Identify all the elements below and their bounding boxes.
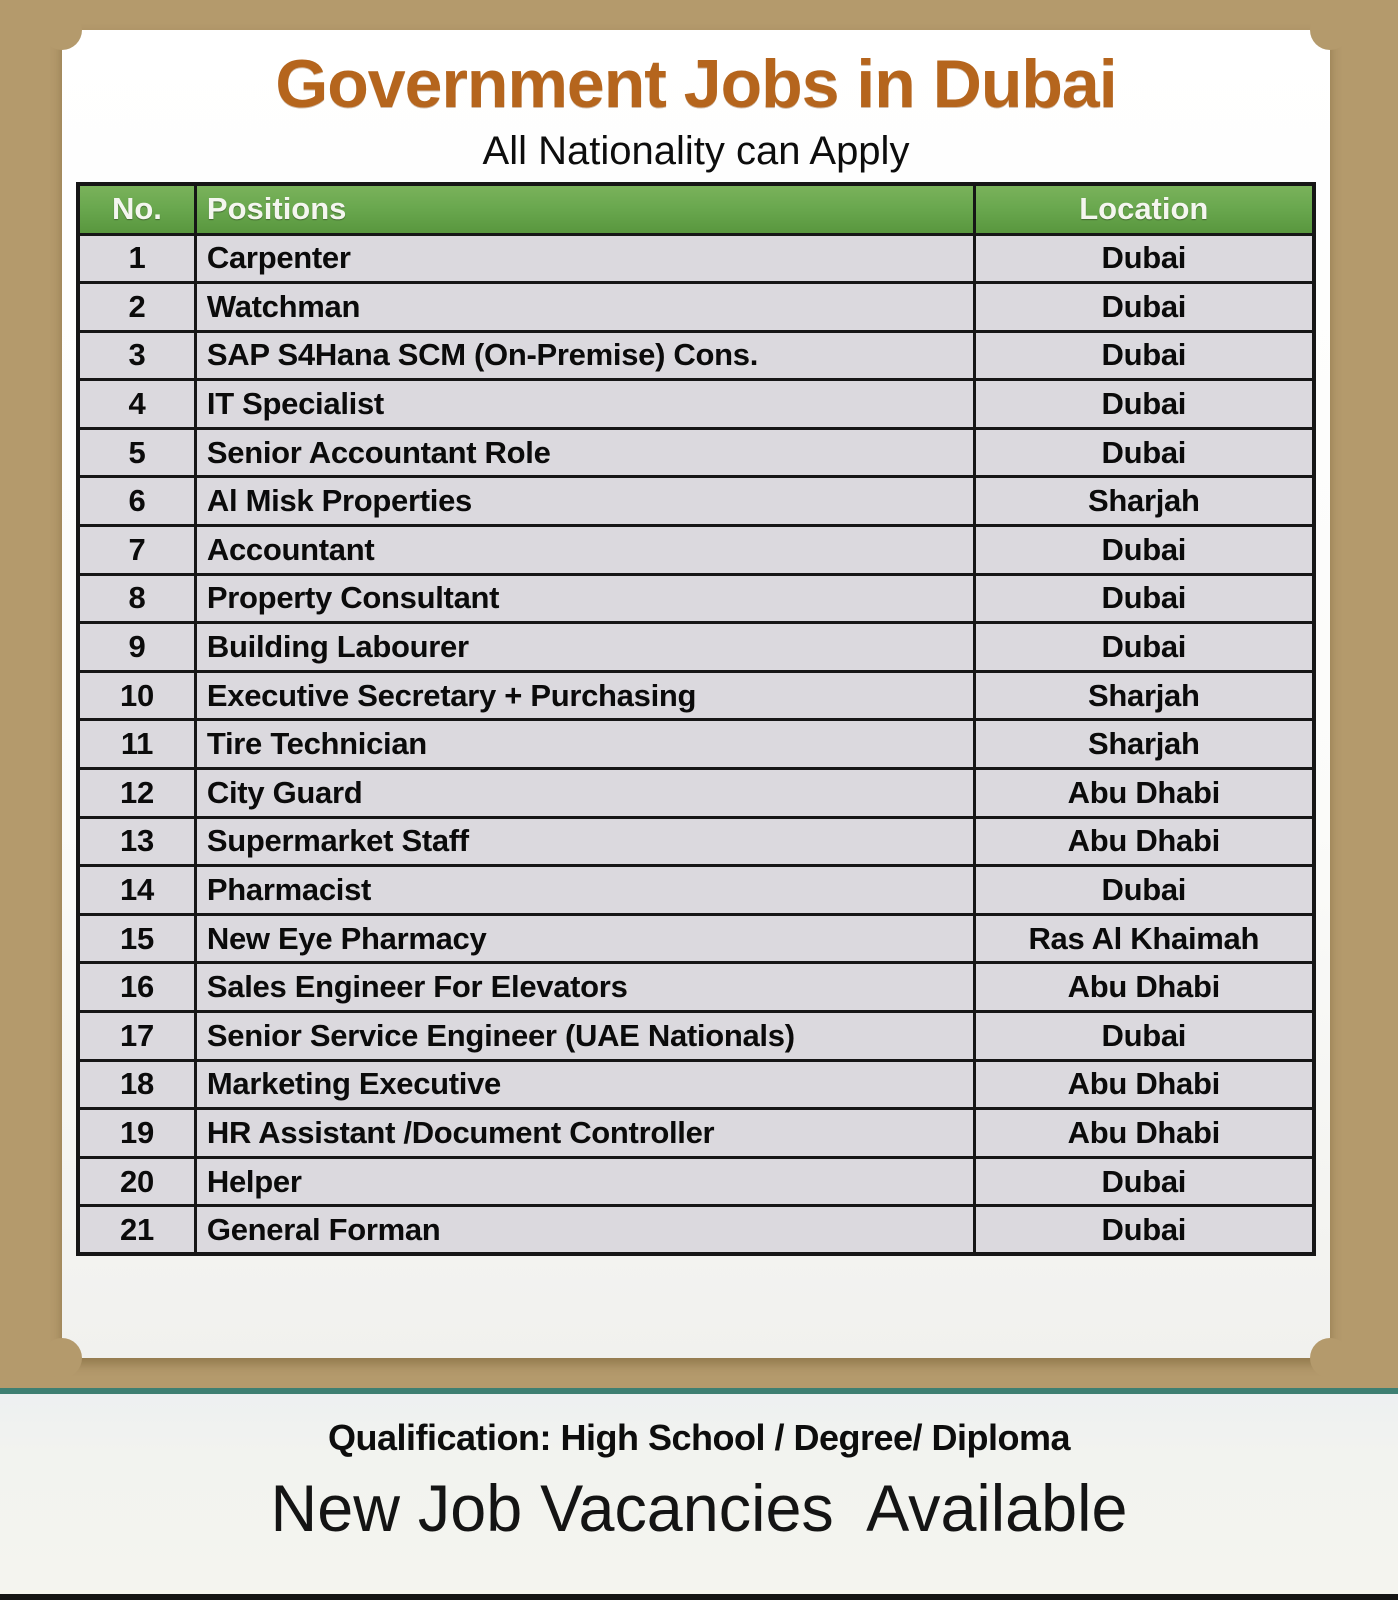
position-cell: Senior Accountant Role [195,428,974,477]
job-poster-card [62,30,1330,1358]
location-cell: Sharjah [974,671,1314,720]
position-cell: Supermarket Staff [195,817,974,866]
row-number-cell: 1 [78,234,195,283]
table-row [78,1157,1314,1206]
position-cell: Sales Engineer For Elevators [195,963,974,1012]
position-cell: Senior Service Engineer (UAE Nationals) [195,1012,974,1061]
location-cell: Dubai [974,1157,1314,1206]
row-number-cell: 9 [78,623,195,672]
row-number-cell: 2 [78,283,195,332]
table-row [78,380,1314,429]
location-cell: Dubai [974,428,1314,477]
row-number-cell: 13 [78,817,195,866]
location-cell: Abu Dhabi [974,1060,1314,1109]
row-number-cell: 5 [78,428,195,477]
table-row [78,963,1314,1012]
row-number-cell: 17 [78,1012,195,1061]
position-cell: Watchman [195,283,974,332]
row-number-cell: 21 [78,1206,195,1255]
position-cell: City Guard [195,769,974,818]
position-cell: SAP S4Hana SCM (On-Premise) Cons. [195,331,974,380]
position-cell: Property Consultant [195,574,974,623]
table-row [78,720,1314,769]
table-row [78,477,1314,526]
table-row [78,671,1314,720]
row-number-cell: 16 [78,963,195,1012]
table-row [78,234,1314,283]
position-cell: General Forman [195,1206,974,1255]
position-cell: Helper [195,1157,974,1206]
qualification-text: Qualification: High School / Degree/ Diploma [327,1417,1071,1458]
row-number-cell: 14 [78,866,195,915]
location-cell: Dubai [974,234,1314,283]
position-cell: Pharmacist [195,866,974,915]
location-cell: Abu Dhabi [974,817,1314,866]
column-header-location: Location [974,184,1314,234]
column-header-no: No. [78,184,195,234]
table-row [78,526,1314,575]
location-cell: Dubai [974,380,1314,429]
table-row [78,574,1314,623]
location-cell: Dubai [974,283,1314,332]
jobs-table-header [78,184,1314,234]
row-number-cell: 15 [78,914,195,963]
position-cell: New Eye Pharmacy [195,914,974,963]
row-number-cell: 4 [78,380,195,429]
table-row [78,769,1314,818]
row-number-cell: 10 [78,671,195,720]
location-cell: Abu Dhabi [974,769,1314,818]
row-number-cell: 20 [78,1157,195,1206]
row-number-cell: 3 [78,331,195,380]
position-cell: Building Labourer [195,623,974,672]
location-cell: Abu Dhabi [974,963,1314,1012]
position-cell: Marketing Executive [195,1060,974,1109]
row-number-cell: 11 [78,720,195,769]
row-number-cell: 19 [78,1109,195,1158]
location-cell: Sharjah [974,720,1314,769]
position-cell: Accountant [195,526,974,575]
bottom-border-strip [0,1594,1398,1600]
jobs-table-body [78,234,1314,1254]
table-row [78,914,1314,963]
header-row [78,184,1314,234]
row-number-cell: 12 [78,769,195,818]
position-cell: Executive Secretary + Purchasing [195,671,974,720]
position-cell: IT Specialist [195,380,974,429]
row-number-cell: 18 [78,1060,195,1109]
card-corner-notch [1310,1338,1350,1378]
card-corner-notch [42,10,82,50]
location-cell: Dubai [974,1206,1314,1255]
position-cell: HR Assistant /Document Controller [195,1109,974,1158]
vacancies-text: New Job Vacancies Available [270,1471,1128,1545]
location-cell: Dubai [974,526,1314,575]
location-cell: Sharjah [974,477,1314,526]
location-cell: Dubai [974,331,1314,380]
location-cell: Dubai [974,1012,1314,1061]
row-number-cell: 8 [78,574,195,623]
position-cell: Carpenter [195,234,974,283]
table-row [78,623,1314,672]
location-cell: Abu Dhabi [974,1109,1314,1158]
row-number-cell: 7 [78,526,195,575]
card-corner-notch [42,1338,82,1378]
position-cell: Tire Technician [195,720,974,769]
table-row [78,1109,1314,1158]
jobs-table [76,182,1316,1256]
location-cell: Dubai [974,623,1314,672]
location-cell: Ras Al Khaimah [974,914,1314,963]
position-cell: Al Misk Properties [195,477,974,526]
table-row [78,331,1314,380]
table-row [78,1206,1314,1255]
card-corner-notch [1310,10,1350,50]
table-row [78,283,1314,332]
row-number-cell: 6 [78,477,195,526]
column-header-positions: Positions [195,184,974,234]
table-row [78,428,1314,477]
table-row [78,817,1314,866]
page-title: Government Jobs in Dubai [275,46,1117,122]
table-row [78,1060,1314,1109]
table-row [78,866,1314,915]
location-cell: Dubai [974,574,1314,623]
table-row [78,1012,1314,1061]
location-cell: Dubai [974,866,1314,915]
page-subtitle: All Nationality can Apply [482,129,910,173]
footer-banner [0,1394,1398,1594]
